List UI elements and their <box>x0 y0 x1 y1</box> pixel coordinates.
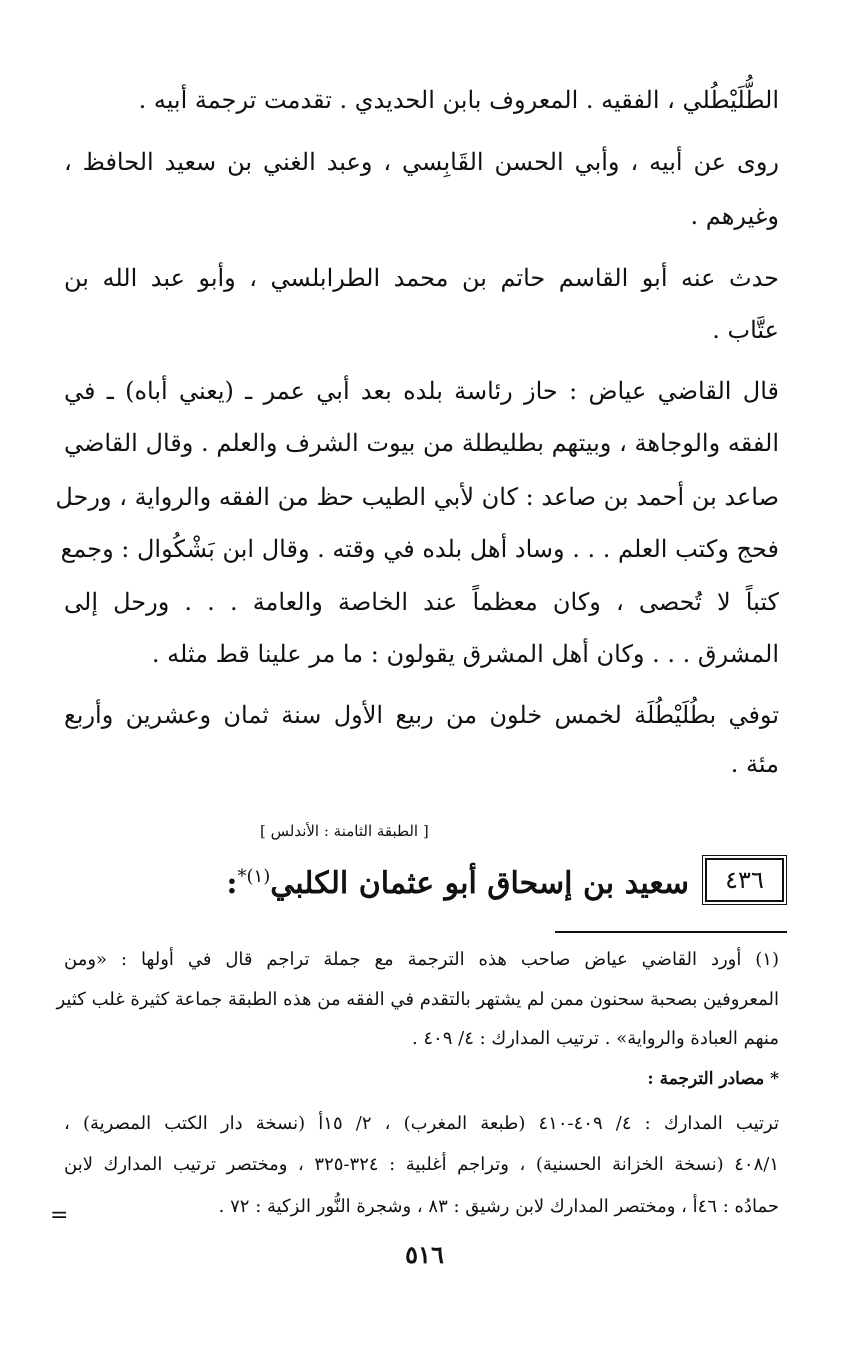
sources-line-3: حمادُه : ٤٦أ ، ومختصر المدارك لابن رشيق : ٨٣ ، وشجرة النُّور الزكية : ٧٢ . <box>218 1196 779 1217</box>
body-line-11: المشرق . . . وكان أهل المشرق يقولون : ما مر علينا قط مثله . <box>151 640 779 668</box>
footnote-line-3: منهم العبادة والرواية» . ترتيب المدارك : ٤/ ٤٠٩ . <box>411 1028 779 1049</box>
sources-line-2: ٤٠٨/١ (نسخة الخزانة الحسنية) ، وتراجم أغلبية : ٣٢٤-٣٢٥ ، ومختصر ترتيب المدارك لابن <box>64 1154 780 1175</box>
footnote-line-2: المعروفين بصحبة سحنون ممن لم يشتهر بالتقدم في الفقه من هذه الطبقة جماعة كثيرة غلب كثير <box>56 989 779 1010</box>
body-line-12: توفي بطُلَيْطُلَة لخمس خلون من ربيع الأول سنة ثمان وعشرين وأربع <box>64 701 779 729</box>
body-line-8: صاعد بن أحمد بن صاعد : كان لأبي الطيب حظ من الفقه والرواية ، ورحل <box>55 483 779 511</box>
body-line-10: كتباً لا تُحصى ، وكان معظماً عند الخاصة والعامة . . . ورحل إلى <box>64 588 779 616</box>
body-line-5: عتَّاب . <box>712 316 779 344</box>
entry-heading <box>226 852 689 909</box>
entry-number-box: ٤٣٦ <box>705 858 784 902</box>
entry-title: سعيد بن إسحاق أبو عثمان الكلبي <box>270 866 689 901</box>
body-line-13: مئة . <box>730 750 779 778</box>
continuation-mark: = <box>50 1203 69 1228</box>
body-line-3: وغيرهم . <box>690 202 779 230</box>
page-number: ٥١٦ <box>405 1240 444 1269</box>
entry-colon: : <box>226 866 238 901</box>
footnote-separator <box>555 931 787 933</box>
body-line-9: فحج وكتب العلم . . . وساد أهل بلده في وقته . وقال ابن بَشْكُوال : وجمع <box>60 535 779 563</box>
body-line-4: حدث عنه أبو القاسم حاتم بن محمد الطرابلسي ، وأبو عبد الله بن <box>64 264 779 292</box>
body-line-1: الطُّلَيْطُلي ، الفقيه . المعروف بابن الحديدي . تقدمت ترجمة أبيه . <box>138 86 779 114</box>
body-line-7: الفقه والوجاهة ، وبيتهم بطليطلة من بيوت الشرف والعلم . وقال القاضي <box>64 429 779 457</box>
body-line-6: قال القاضي عياض : حاز رئاسة بلده بعد أبي عمر ـ (يعني أباه) ـ في <box>64 377 779 405</box>
sources-label: * مصادر الترجمة : <box>647 1069 779 1089</box>
footnote-line-1: (١) أورد القاضي عياض صاحب هذه الترجمة مع جملة تراجم قال في أولها : «ومن <box>64 949 779 970</box>
body-line-2: روى عن أبيه ، وأبي الحسن القَابِسي ، وعبد الغني بن سعيد الحافظ ، <box>64 148 779 176</box>
sources-line-1: ترتيب المدارك : ٤/ ٤٠٩-٤١٠ (طبعة المغرب) ، ٢/ ١٥أ (نسخة دار الكتب المصرية) ، <box>64 1113 779 1134</box>
entry-footnote-marks: (١)* <box>237 866 271 887</box>
section-tag: [ الطبقة الثامنة : الأندلس ] <box>260 822 429 840</box>
